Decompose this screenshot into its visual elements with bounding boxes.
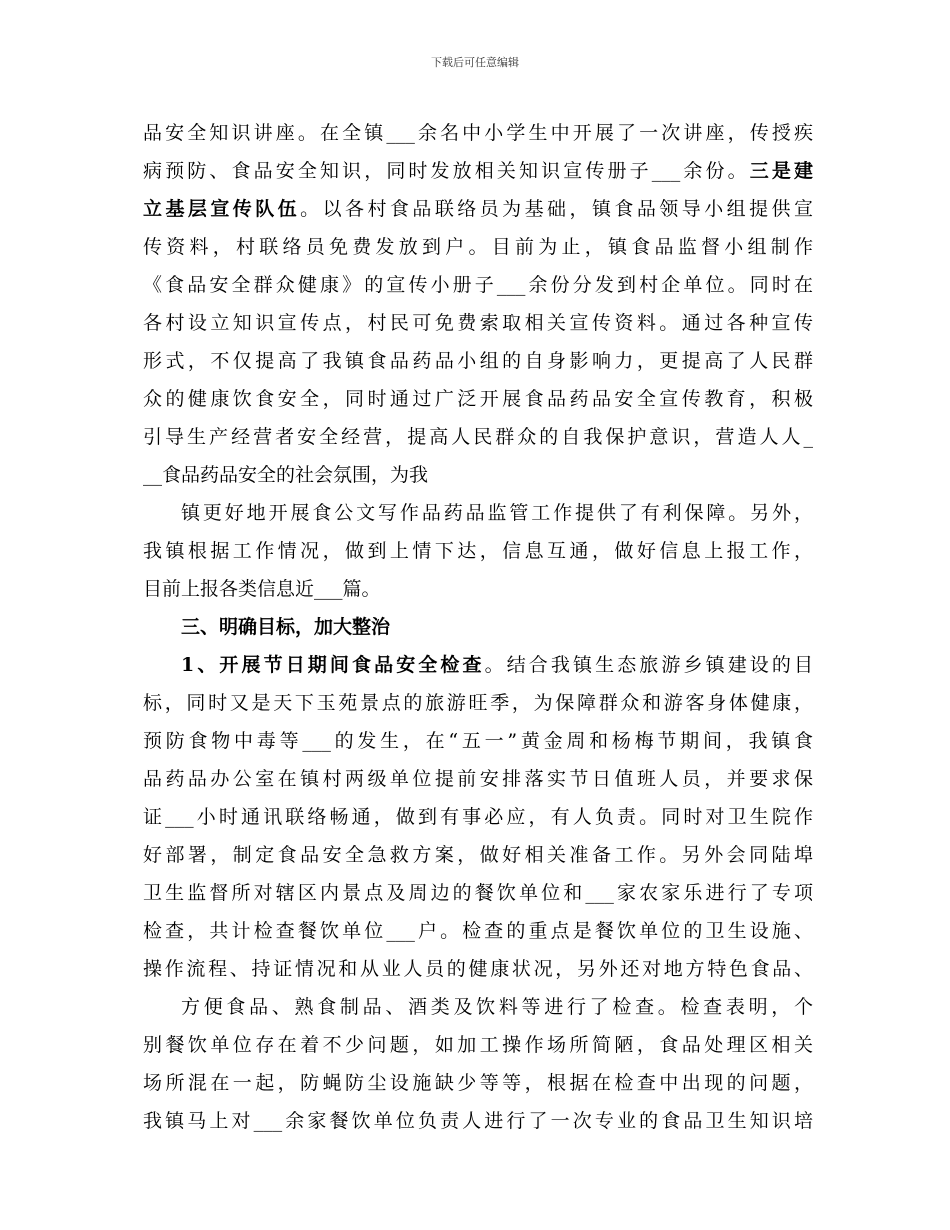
text-line: 标，同时又是天下玉苑景点的旅游旺季，为保障群众和游客身体健康， xyxy=(143,692,813,714)
text-line: 我镇马上对___余家餐饮单位负责人进行了一次专业的食品卫生知识培 xyxy=(143,1110,813,1132)
text-line: 1、开展节日期间食品安全检查。结合我镇生态旅游乡镇建设的目 xyxy=(181,654,813,676)
bold-phrase: 立基层宣传队伍 xyxy=(143,198,301,220)
text-line: 形式，不仅提高了我镇食品药品小组的自身影响力，更提高了人民群 xyxy=(143,350,813,372)
text-line: 别餐饮单位存在着不少问题，如加工操作场所简陋，食品处理区相关 xyxy=(143,1034,813,1056)
text-line: 《食品安全群众健康》的宣传小册子___余份分发到村企单位。同时在 xyxy=(143,274,813,296)
text-line: 各村设立知识宣传点，村民可免费索取相关宣传资料。通过各种宣传 xyxy=(143,312,813,334)
text-line: 镇更好地开展食公文写作品药品监管工作提供了有利保障。另外， xyxy=(181,502,813,524)
page-header-note: 下载后可任意编辑 xyxy=(431,56,519,69)
text-line: 立基层宣传队伍。以各村食品联络员为基础，镇食品领导小组提供宣 xyxy=(143,198,813,220)
text-line: 众的健康饮食安全，同时通过广泛开展食品药品安全宣传教育，积极 xyxy=(143,388,813,410)
text-line: 引导生产经营者安全经营，提高人民群众的自我保护意识，营造人人_ xyxy=(143,426,813,448)
text-line: 品药品办公室在镇村两级单位提前安排落实节日值班人员，并要求保 xyxy=(143,768,813,790)
text-line: 证___小时通讯联络畅通，做到有事必应，有人负责。同时对卫生院作 xyxy=(143,806,813,828)
text-line: 检查，共计检查餐饮单位___户。检查的重点是餐饮单位的卫生设施、 xyxy=(143,920,813,942)
bold-phrase: 三是建 xyxy=(749,160,813,182)
document-body xyxy=(143,114,813,1140)
text-line: 方便食品、熟食制品、酒类及饮料等进行了检查。检查表明，个 xyxy=(181,996,813,1018)
text-line: 目前上报各类信息近___篇。 xyxy=(143,578,381,600)
section-heading: 三、明确目标，加大整治 xyxy=(181,616,391,638)
text-line: 好部署，制定食品安全急救方案，做好相关准备工作。另外会同陆埠 xyxy=(143,844,813,866)
text-line: 卫生监督所对辖区内景点及周边的餐饮单位和___家农家乐进行了专项 xyxy=(143,882,813,904)
text-line: 传资料，村联络员免费发放到户。目前为止，镇食品监督小组制作 xyxy=(143,236,813,258)
text-line: 品安全知识讲座。在全镇___余名中小学生中开展了一次讲座，传授疾 xyxy=(143,122,813,144)
text-line: 操作流程、持证情况和从业人员的健康状况，另外还对地方特色食品、 xyxy=(143,958,813,980)
text-line: 病预防、食品安全知识，同时发放相关知识宣传册子___余份。三是建 xyxy=(143,160,813,182)
text-line: 预防食物中毒等___的发生，在“五一”黄金周和杨梅节期间，我镇食 xyxy=(143,730,813,752)
text-line: 场所混在一起，防蝇防尘设施缺少等等，根据在检查中出现的问题， xyxy=(143,1072,813,1094)
bold-phrase: 1、开展节日期间食品安全检查 xyxy=(181,654,485,676)
text-line: 我镇根据工作情况，做到上情下达，信息互通，做好信息上报工作， xyxy=(143,540,813,562)
text-line: __食品药品安全的社会氛围，为我 xyxy=(143,464,429,486)
